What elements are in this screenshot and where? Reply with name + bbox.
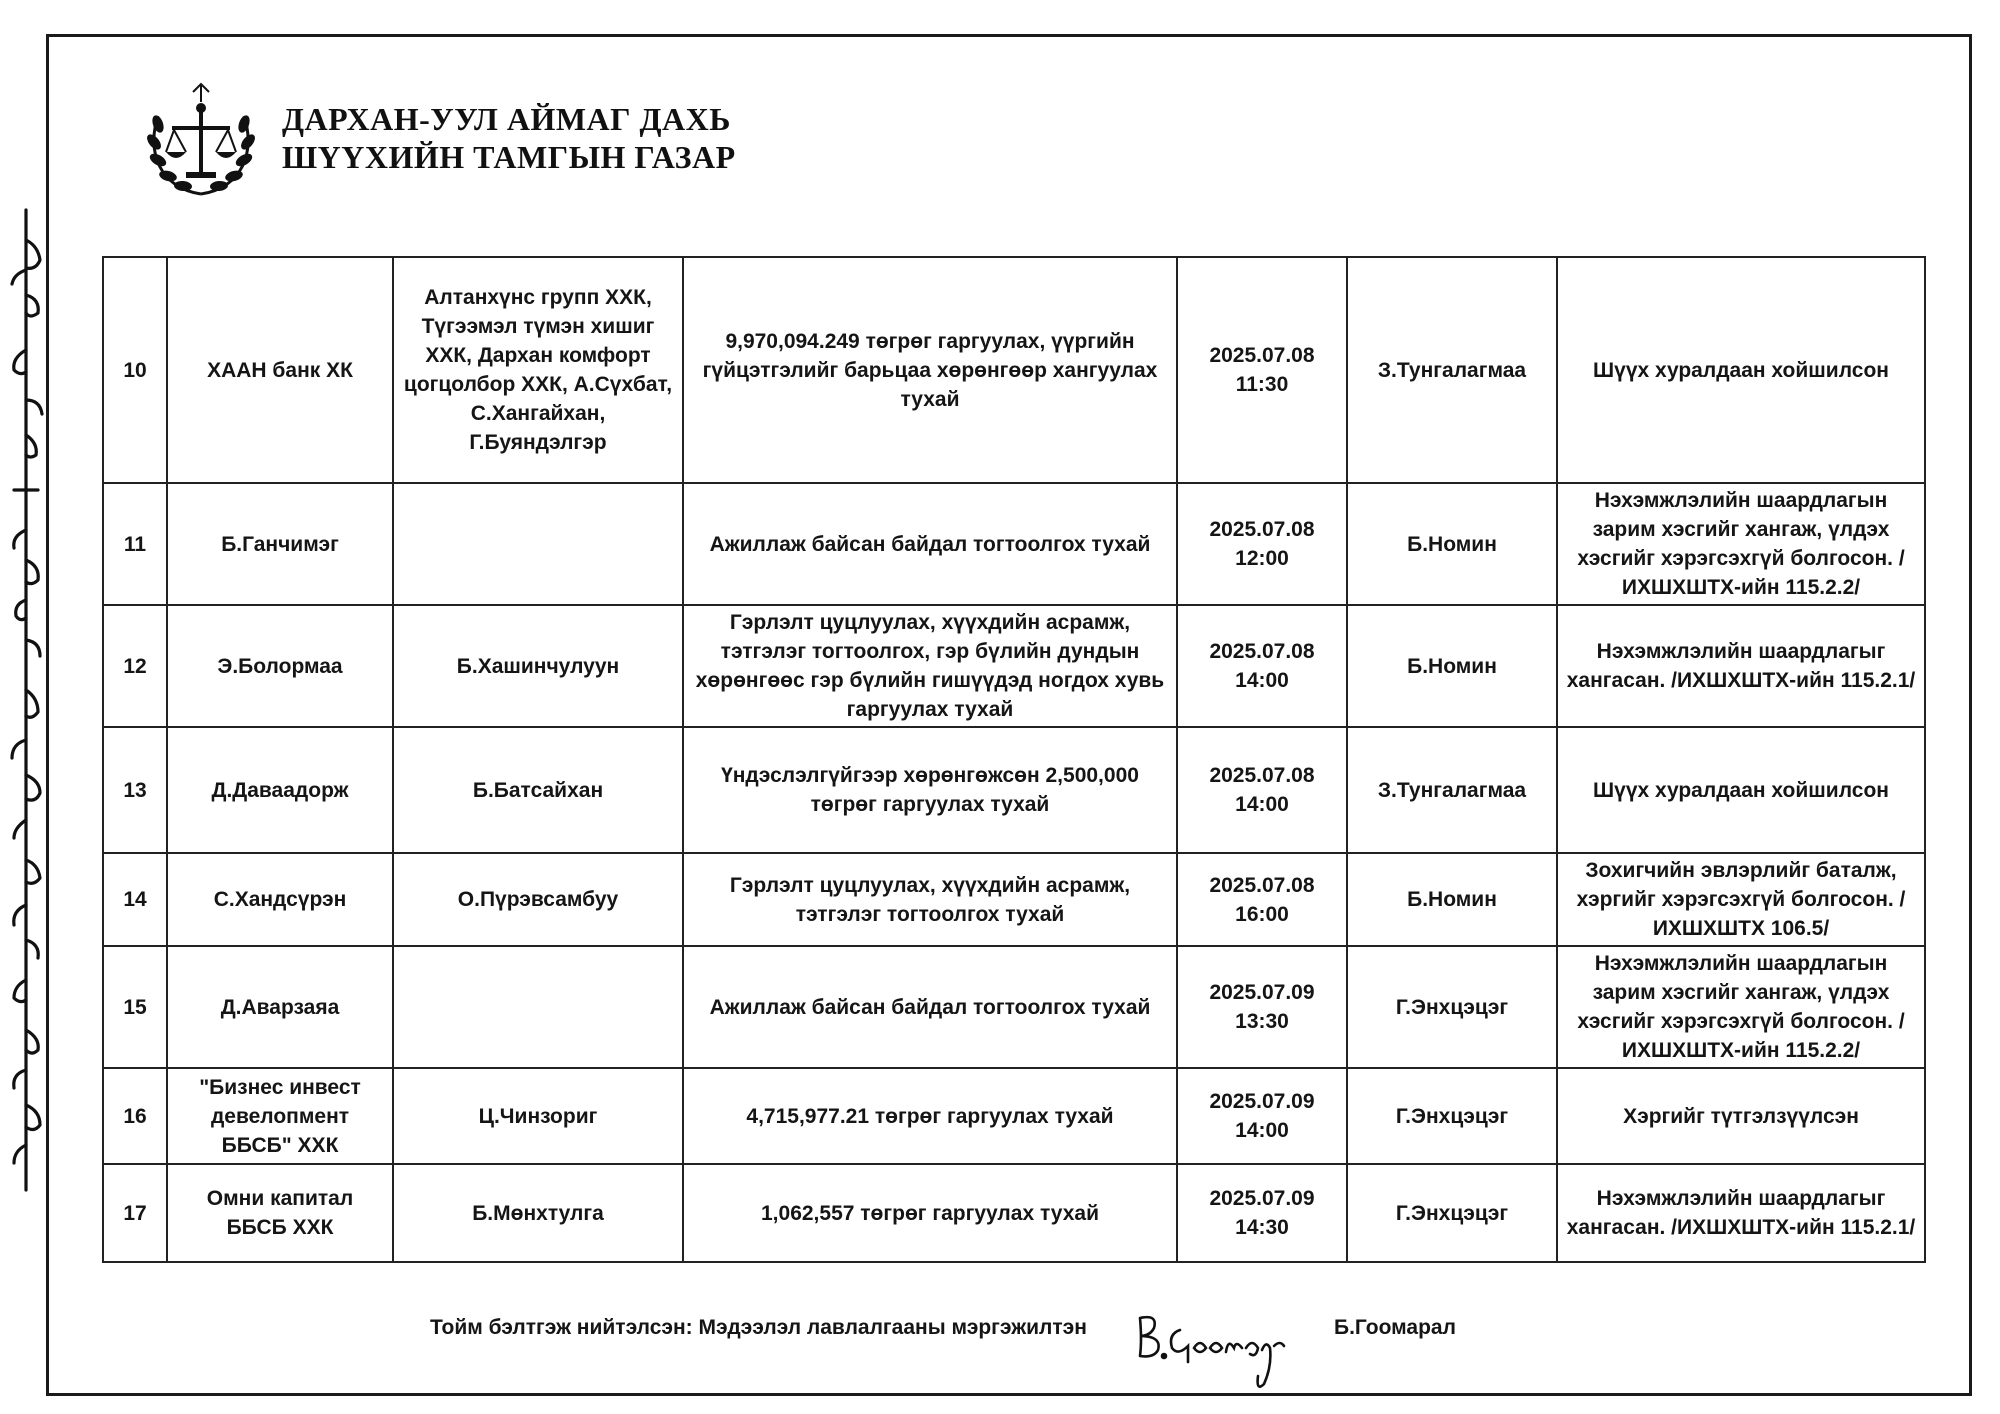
table-row <box>103 483 1925 605</box>
cell-plaintiff: Д.Аварзаяа <box>167 946 393 1068</box>
cell-result: Нэхэмжлэлийн шаардлагыг хангасан. /ИХШХШТХ-ийн 115.2.1/ <box>1557 1164 1925 1262</box>
cell-no: 12 <box>103 605 167 727</box>
cell-judge: Г.Энхцэцэг <box>1347 1164 1557 1262</box>
cell-result: Зохигчийн эвлэрлийг баталж, хэргийг хэрэгсэхгүй болгосон. /ИХШХШТХ 106.5/ <box>1557 853 1925 946</box>
cell-claim: Гэрлэлт цуцлуулах, хүүхдийн асрамж, тэтгэлэг тогтоолгох тухай <box>683 853 1177 946</box>
cell-date: 2025.07.08 <box>1209 344 1315 367</box>
cell-time: 14:00 <box>1235 669 1289 692</box>
preparer-name: Б.Гоомарал <box>1334 1316 1456 1339</box>
cell-time: 12:00 <box>1235 547 1289 570</box>
table-row <box>103 605 1925 727</box>
cell-judge: З.Тунгалагмаа <box>1347 727 1557 853</box>
org-title-line2: ШҮҮХИЙН ТАМГЫН ГАЗАР <box>282 139 736 175</box>
cell-plaintiff: Омни капитал ББСБ ХХК <box>167 1164 393 1262</box>
cell-no: 10 <box>103 257 167 483</box>
cell-datetime <box>1177 727 1347 853</box>
cell-plaintiff: Б.Ганчимэг <box>167 483 393 605</box>
cell-plaintiff: ХААН банк ХК <box>167 257 393 483</box>
org-title-line1: ДАРХАН-УУЛ АЙМАГ ДАХЬ <box>282 101 731 137</box>
cell-date: 2025.07.09 <box>1209 1090 1315 1113</box>
cell-datetime <box>1177 257 1347 483</box>
cell-judge: З.Тунгалагмаа <box>1347 257 1557 483</box>
cell-no: 16 <box>103 1068 167 1164</box>
cell-datetime <box>1177 1164 1347 1262</box>
cell-time: 11:30 <box>1235 373 1289 396</box>
cell-no: 11 <box>103 483 167 605</box>
table-row <box>103 853 1925 946</box>
cell-result: Шүүх хуралдаан хойшилсон <box>1557 727 1925 853</box>
cell-date: 2025.07.08 <box>1209 764 1315 787</box>
cell-result: Хэргийг түтгэлзүүлсэн <box>1557 1068 1925 1164</box>
cell-judge: Г.Энхцэцэг <box>1347 1068 1557 1164</box>
cell-defendant: Б.Мөнхтулга <box>393 1164 683 1262</box>
cell-defendant: Б.Батсайхан <box>393 727 683 853</box>
cell-plaintiff: Э.Болормаа <box>167 605 393 727</box>
cell-time: 14:00 <box>1235 793 1289 816</box>
cell-plaintiff: С.Хандсүрэн <box>167 853 393 946</box>
cell-datetime <box>1177 483 1347 605</box>
cell-claim: Үндэслэлгүйгээр хөрөнгөжсөн 2,500,000 төгрөг гаргуулах тухай <box>683 727 1177 853</box>
cell-time: 14:30 <box>1235 1216 1289 1239</box>
cell-datetime <box>1177 605 1347 727</box>
cell-date: 2025.07.08 <box>1209 518 1315 541</box>
cell-datetime <box>1177 853 1347 946</box>
cell-no: 17 <box>103 1164 167 1262</box>
cell-defendant: Б.Хашинчулуун <box>393 605 683 727</box>
cell-claim: 9,970,094.249 төгрөг гаргуулах, үүргийн гүйцэтгэлийг барьцаа хөрөнгөөр хангуулах тухай <box>683 257 1177 483</box>
cell-claim: Ажиллаж байсан байдал тогтоолгох тухай <box>683 483 1177 605</box>
cell-no: 15 <box>103 946 167 1068</box>
cell-result: Нэхэмжлэлийн шаардлагын зарим хэсгийг хангаж, үлдэх хэсгийг хэрэгсэхгүй болгосон. /ИХШХШТХ-ийн 115.2.2/ <box>1557 946 1925 1068</box>
table-row <box>103 1068 1925 1164</box>
cell-defendant: О.Пүрэвсамбуу <box>393 853 683 946</box>
cell-date: 2025.07.08 <box>1209 640 1315 663</box>
cell-plaintiff: "Бизнес инвест девелопмент ББСБ" ХХК <box>167 1068 393 1164</box>
cell-date: 2025.07.09 <box>1209 981 1315 1004</box>
cell-no: 13 <box>103 727 167 853</box>
cell-claim: Ажиллаж байсан байдал тогтоолгох тухай <box>683 946 1177 1068</box>
cell-defendant <box>393 946 683 1068</box>
cell-defendant <box>393 483 683 605</box>
court-emblem-icon <box>138 82 264 208</box>
cell-date: 2025.07.09 <box>1209 1187 1315 1210</box>
cell-time: 16:00 <box>1235 902 1289 926</box>
cell-judge: Б.Номин <box>1347 605 1557 727</box>
cell-date: 2025.07.08 <box>1209 873 1315 897</box>
signature <box>1128 1296 1296 1396</box>
cell-result: Шүүх хуралдаан хойшилсон <box>1557 257 1925 483</box>
table-row <box>103 257 1925 483</box>
cell-judge: Б.Номин <box>1347 483 1557 605</box>
cell-claim: Гэрлэлт цуцлуулах, хүүхдийн асрамж, тэтгэлэг тогтоолгох, гэр бүлийн дундын хөрөнгөөс гэр бүлийн гишүүдэд ногдох хувь гаргуулах тухай <box>683 605 1177 727</box>
cell-datetime <box>1177 1068 1347 1164</box>
cell-defendant: Ц.Чинзориг <box>393 1068 683 1164</box>
cell-time: 13:30 <box>1235 1010 1289 1033</box>
organization-title <box>282 100 736 176</box>
court-cases-table <box>102 256 1926 1263</box>
table-row <box>103 946 1925 1068</box>
table-row <box>103 727 1925 853</box>
cell-result: Нэхэмжлэлийн шаардлагыг хангасан. /ИХШХШТХ-ийн 115.2.1/ <box>1557 605 1925 727</box>
prepared-by-label: Тойм бэлтгэж нийтэлсэн: Мэдээлэл лавлалгааны мэргэжилтэн <box>430 1316 1087 1339</box>
cell-judge: Г.Энхцэцэг <box>1347 946 1557 1068</box>
cell-judge: Б.Номин <box>1347 853 1557 946</box>
cell-defendant: Алтанхүнс групп ХХК, Түгээмэл түмэн хишиг ХХК, Дархан комфорт цогцолбор ХХК, А.Сүхбат, С.Хангайхан, Г.Буяндэлгэр <box>393 257 683 483</box>
signature-text: Б. Гоомарал <box>1128 1296 1134 1297</box>
table-row <box>103 1164 1925 1262</box>
mongolian-script-stamp-icon <box>4 200 48 1200</box>
cell-result: Нэхэмжлэлийн шаардлагын зарим хэсгийг хангаж, үлдэх хэсгийг хэрэгсэхгүй болгосон. /ИХШХШТХ-ийн 115.2.2/ <box>1557 483 1925 605</box>
cell-time: 14:00 <box>1235 1119 1289 1142</box>
cell-claim: 4,715,977.21 төгрөг гаргуулах тухай <box>683 1068 1177 1164</box>
cell-plaintiff: Д.Даваадорж <box>167 727 393 853</box>
cell-claim: 1,062,557 төгрөг гаргуулах тухай <box>683 1164 1177 1262</box>
cell-datetime <box>1177 946 1347 1068</box>
cell-no: 14 <box>103 853 167 946</box>
